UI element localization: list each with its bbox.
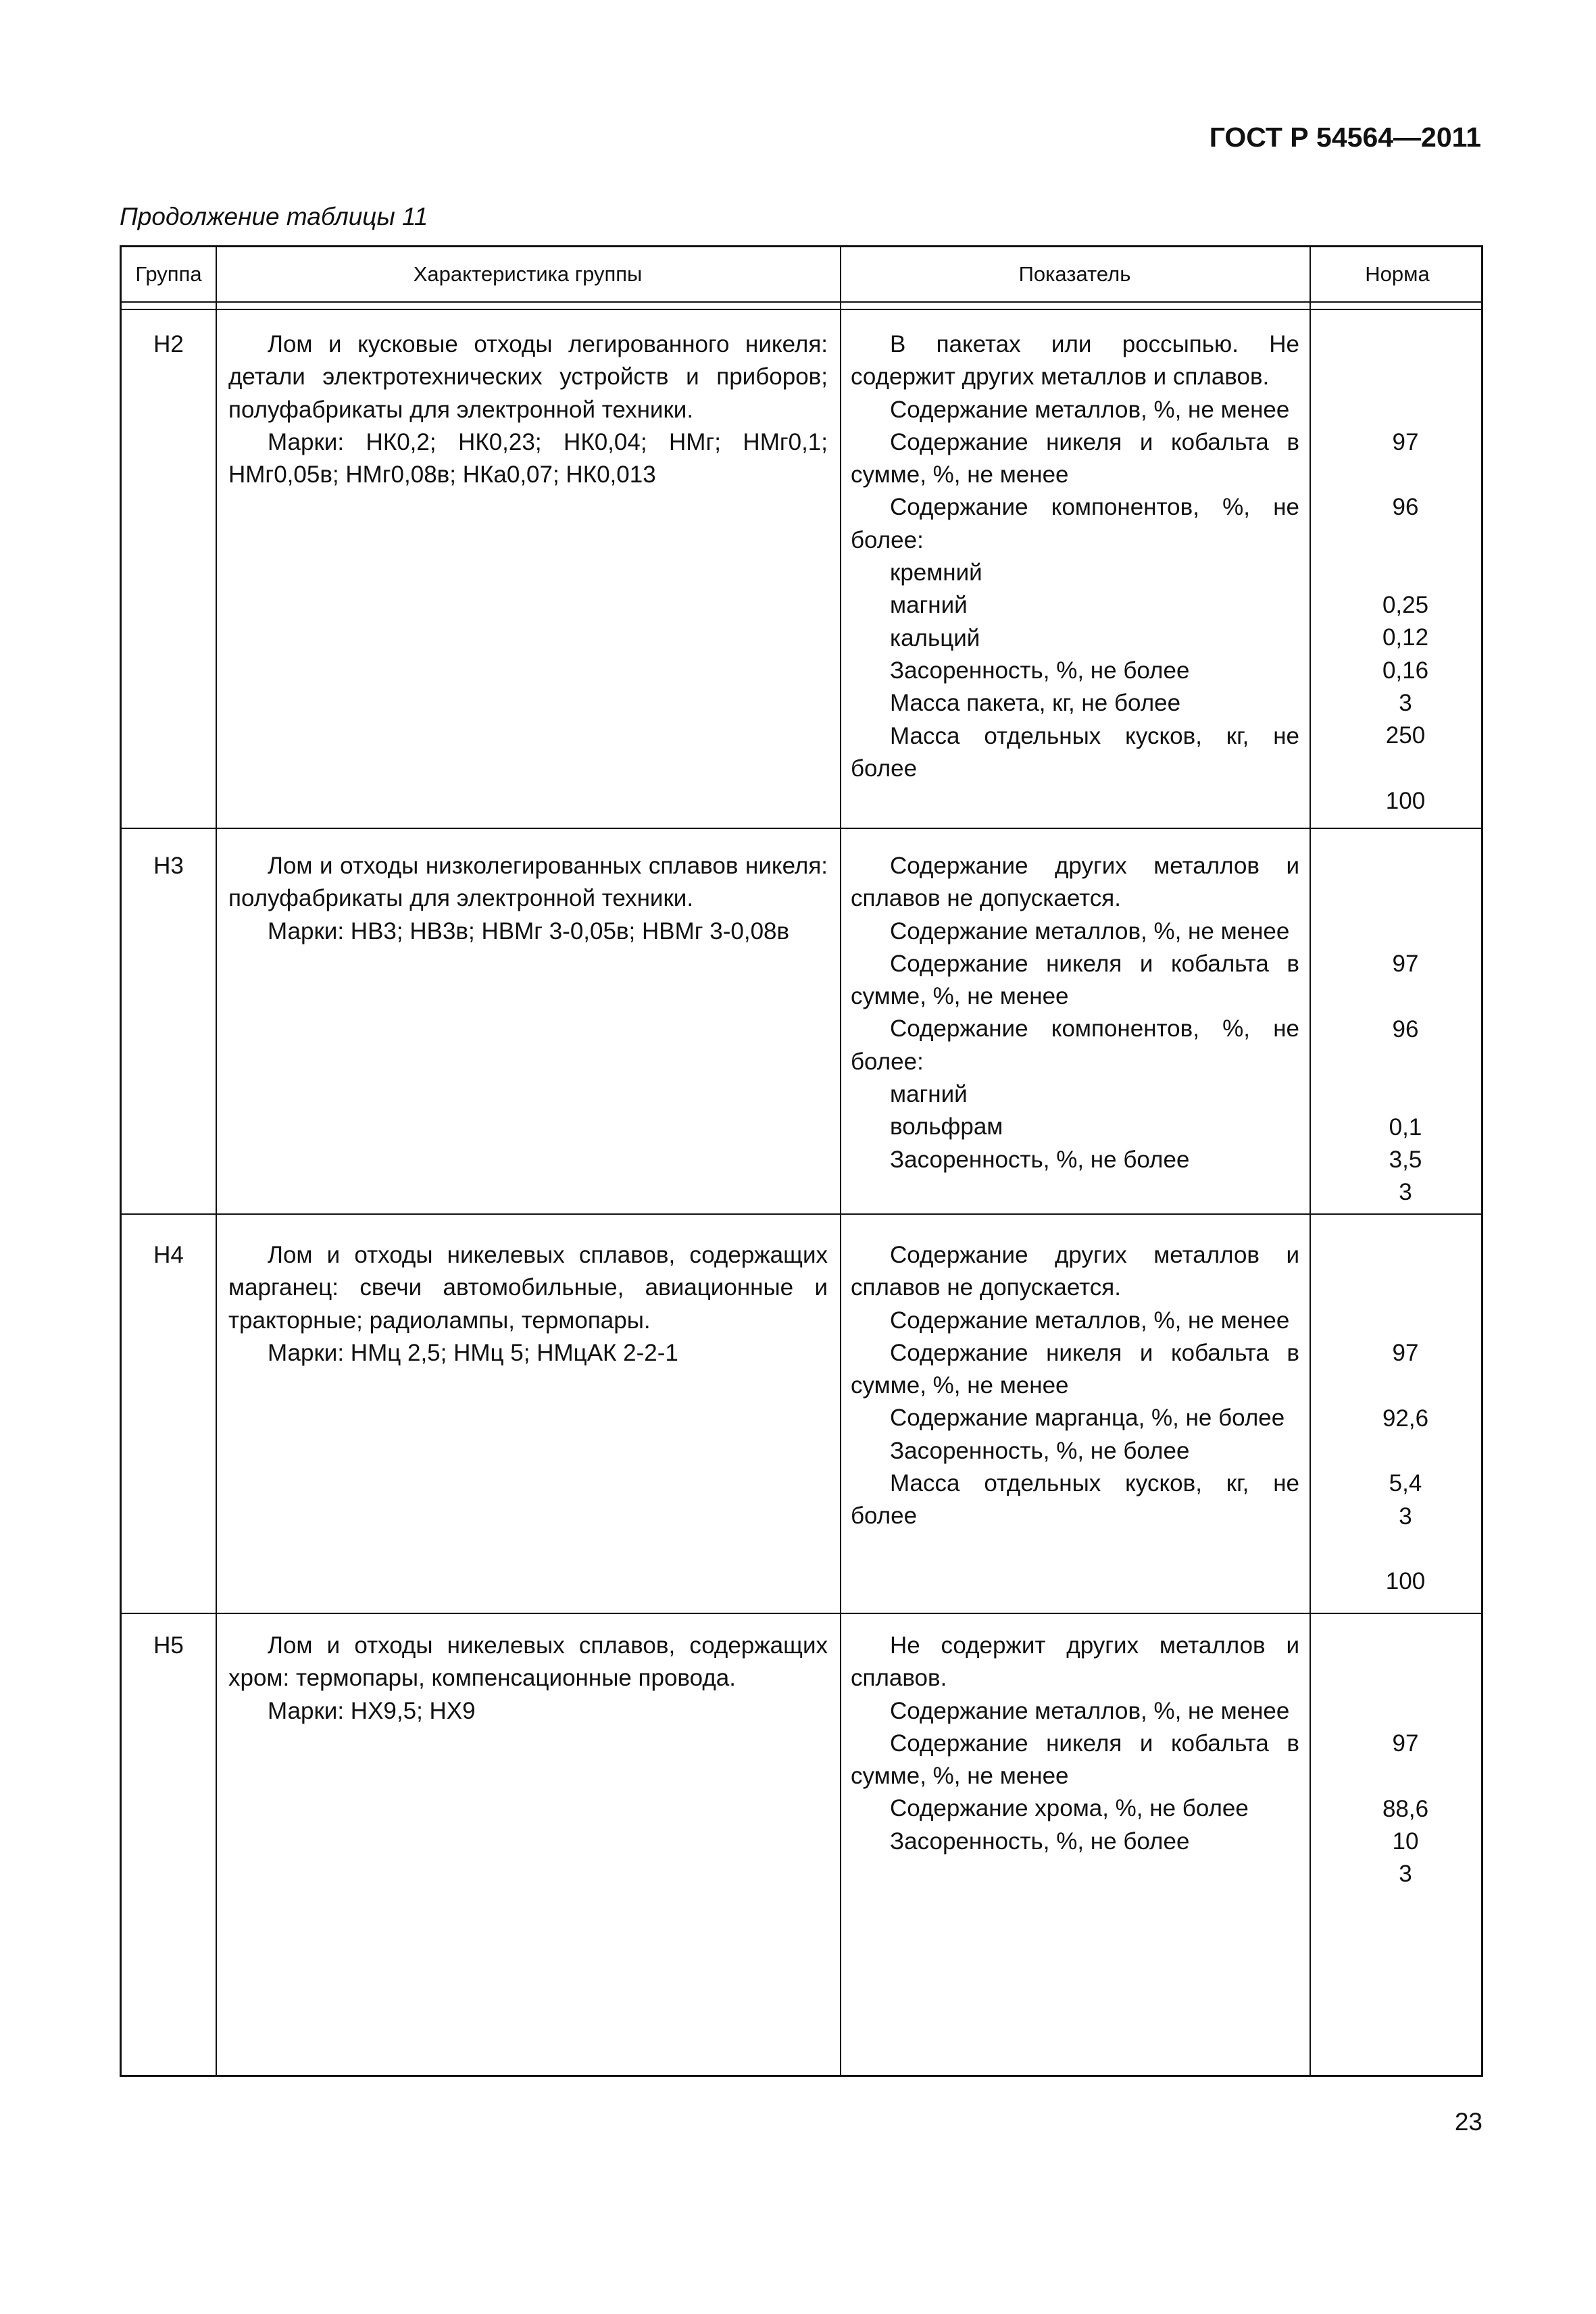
indicator-list — [851, 1630, 1299, 1858]
indicator: Содержание металлов, %, не менее — [890, 1307, 1290, 1334]
indicator: Содержание компонентов, %, не более: — [851, 1015, 1299, 1075]
norm-value: 3 — [1399, 1179, 1412, 1205]
indicator: Засоренность, %, не более — [890, 1828, 1190, 1855]
norm-value: 92,6 — [1382, 1405, 1429, 1432]
header-norm: Норма — [1365, 262, 1430, 286]
group-characteristic — [228, 328, 828, 491]
indicator: кальций — [890, 624, 980, 651]
header-group: Группа — [135, 262, 202, 286]
indicator: кремний — [890, 559, 982, 586]
indicator: Засоренность, %, не более — [890, 657, 1190, 684]
norm-value: 3,5 — [1389, 1147, 1422, 1173]
indicator: магний — [890, 1081, 968, 1108]
indicator: Содержание других металлов и сплавов не допускается. — [851, 1242, 1299, 1301]
norm-value: 0,25 — [1382, 592, 1429, 618]
group-code: Н3 — [153, 853, 184, 879]
indicator-list — [851, 850, 1299, 1176]
group-code: Н4 — [153, 1242, 184, 1268]
norm-value: 10 — [1392, 1828, 1419, 1855]
table-caption: Продолжение таблицы 11 — [120, 203, 428, 230]
indicator: Содержание марганца, %, не более — [890, 1405, 1285, 1432]
indicator: Содержание металлов, %, не менее — [890, 917, 1290, 945]
indicator: Содержание хрома, %, не более — [890, 1795, 1249, 1822]
group-code: Н2 — [153, 331, 184, 357]
indicator: Содержание металлов, %, не менее — [890, 396, 1290, 423]
indicator: Засоренность, %, не более — [890, 1146, 1190, 1173]
indicator: магний — [890, 592, 968, 619]
indicator: Засоренность, %, не более — [890, 1437, 1190, 1464]
indicator-list — [851, 1239, 1299, 1533]
norm-value: 97 — [1392, 1340, 1419, 1366]
norm-value: 100 — [1385, 1568, 1426, 1594]
header-indicator: Показатель — [1018, 262, 1131, 286]
indicator: Масса отдельных кусков, кг, не более — [851, 1470, 1299, 1530]
norm-value: 3 — [1399, 1861, 1412, 1887]
group-grades: Марки: НВ3; НВ3в; НВМг 3-0,05в; НВМг 3-0,08в — [268, 917, 790, 945]
indicator: Содержание компонентов, %, не более: — [851, 494, 1299, 553]
indicator: вольфрам — [890, 1113, 1003, 1140]
group-description: Лом и отходы низколегированных сплавов никеля: полуфабрикаты для электронной техники. — [228, 853, 828, 912]
norm-value: 97 — [1392, 951, 1419, 977]
norm-value: 250 — [1385, 722, 1426, 749]
norm-value: 0,12 — [1382, 624, 1429, 651]
indicator: Содержание других металлов и сплавов не допускается. — [851, 853, 1299, 912]
norm-value: 97 — [1392, 429, 1419, 455]
indicator: Содержание никеля и кобальта в сумме, %, не менее — [851, 1339, 1299, 1399]
norms-table — [120, 245, 1483, 2077]
group-characteristic — [228, 1630, 828, 1728]
header-characteristic: Характеристика группы — [413, 262, 643, 286]
norm-value: 97 — [1392, 1730, 1419, 1757]
indicator: Масса отдельных кусков, кг, не более — [851, 722, 1299, 782]
indicator-list — [851, 328, 1299, 785]
indicator: Содержание никеля и кобальта в сумме, %, не менее — [851, 428, 1299, 488]
norm-value: 3 — [1399, 690, 1412, 716]
indicator: Содержание никеля и кобальта в сумме, %, не менее — [851, 1730, 1299, 1790]
page-number: 23 — [1454, 2108, 1482, 2136]
norm-value: 0,16 — [1382, 657, 1429, 684]
norm-value: 100 — [1385, 788, 1426, 814]
norm-value: 88,6 — [1382, 1796, 1429, 1822]
norm-value: 3 — [1399, 1503, 1412, 1530]
indicator: Не содержит других металлов и сплавов. — [851, 1632, 1299, 1692]
indicator: Масса пакета, кг, не более — [890, 690, 1181, 717]
document-code: ГОСТ Р 54564—2011 — [1209, 122, 1481, 153]
group-description: Лом и отходы никелевых сплавов, содержащих хром: термопары, компенсационные провода. — [228, 1632, 828, 1692]
group-characteristic — [228, 850, 828, 948]
indicator: Содержание никеля и кобальта в сумме, %, не менее — [851, 950, 1299, 1010]
group-grades: Марки: НХ9,5; НХ9 — [268, 1697, 476, 1724]
group-grades: Марки: НК0,2; НК0,23; НК0,04; НМг; НМг0,1; НМг0,05в; НМг0,08в; НКа0,07; НК0,013 — [228, 428, 828, 488]
norm-value: 96 — [1392, 1016, 1419, 1042]
norm-value: 5,4 — [1389, 1470, 1422, 1496]
group-code: Н5 — [153, 1632, 184, 1659]
group-characteristic — [228, 1239, 828, 1369]
norm-value: 96 — [1392, 494, 1419, 520]
indicator: Содержание металлов, %, не менее — [890, 1697, 1290, 1724]
group-description: Лом и кусковые отходы легированного никеля: детали электротехнических устройств и приборов; полуфабрикаты для электронной техники. — [228, 331, 828, 423]
group-description: Лом и отходы никелевых сплавов, содержащих марганец: свечи автомобильные, авиационные и тракторные; радиолампы, термопары. — [228, 1242, 828, 1334]
group-grades: Марки: НМц 2,5; НМц 5; НМцАК 2-2-1 — [268, 1339, 678, 1366]
norm-value: 0,1 — [1389, 1114, 1422, 1140]
indicator: В пакетах или россыпью. Не содержит других металлов и сплавов. — [851, 331, 1299, 391]
